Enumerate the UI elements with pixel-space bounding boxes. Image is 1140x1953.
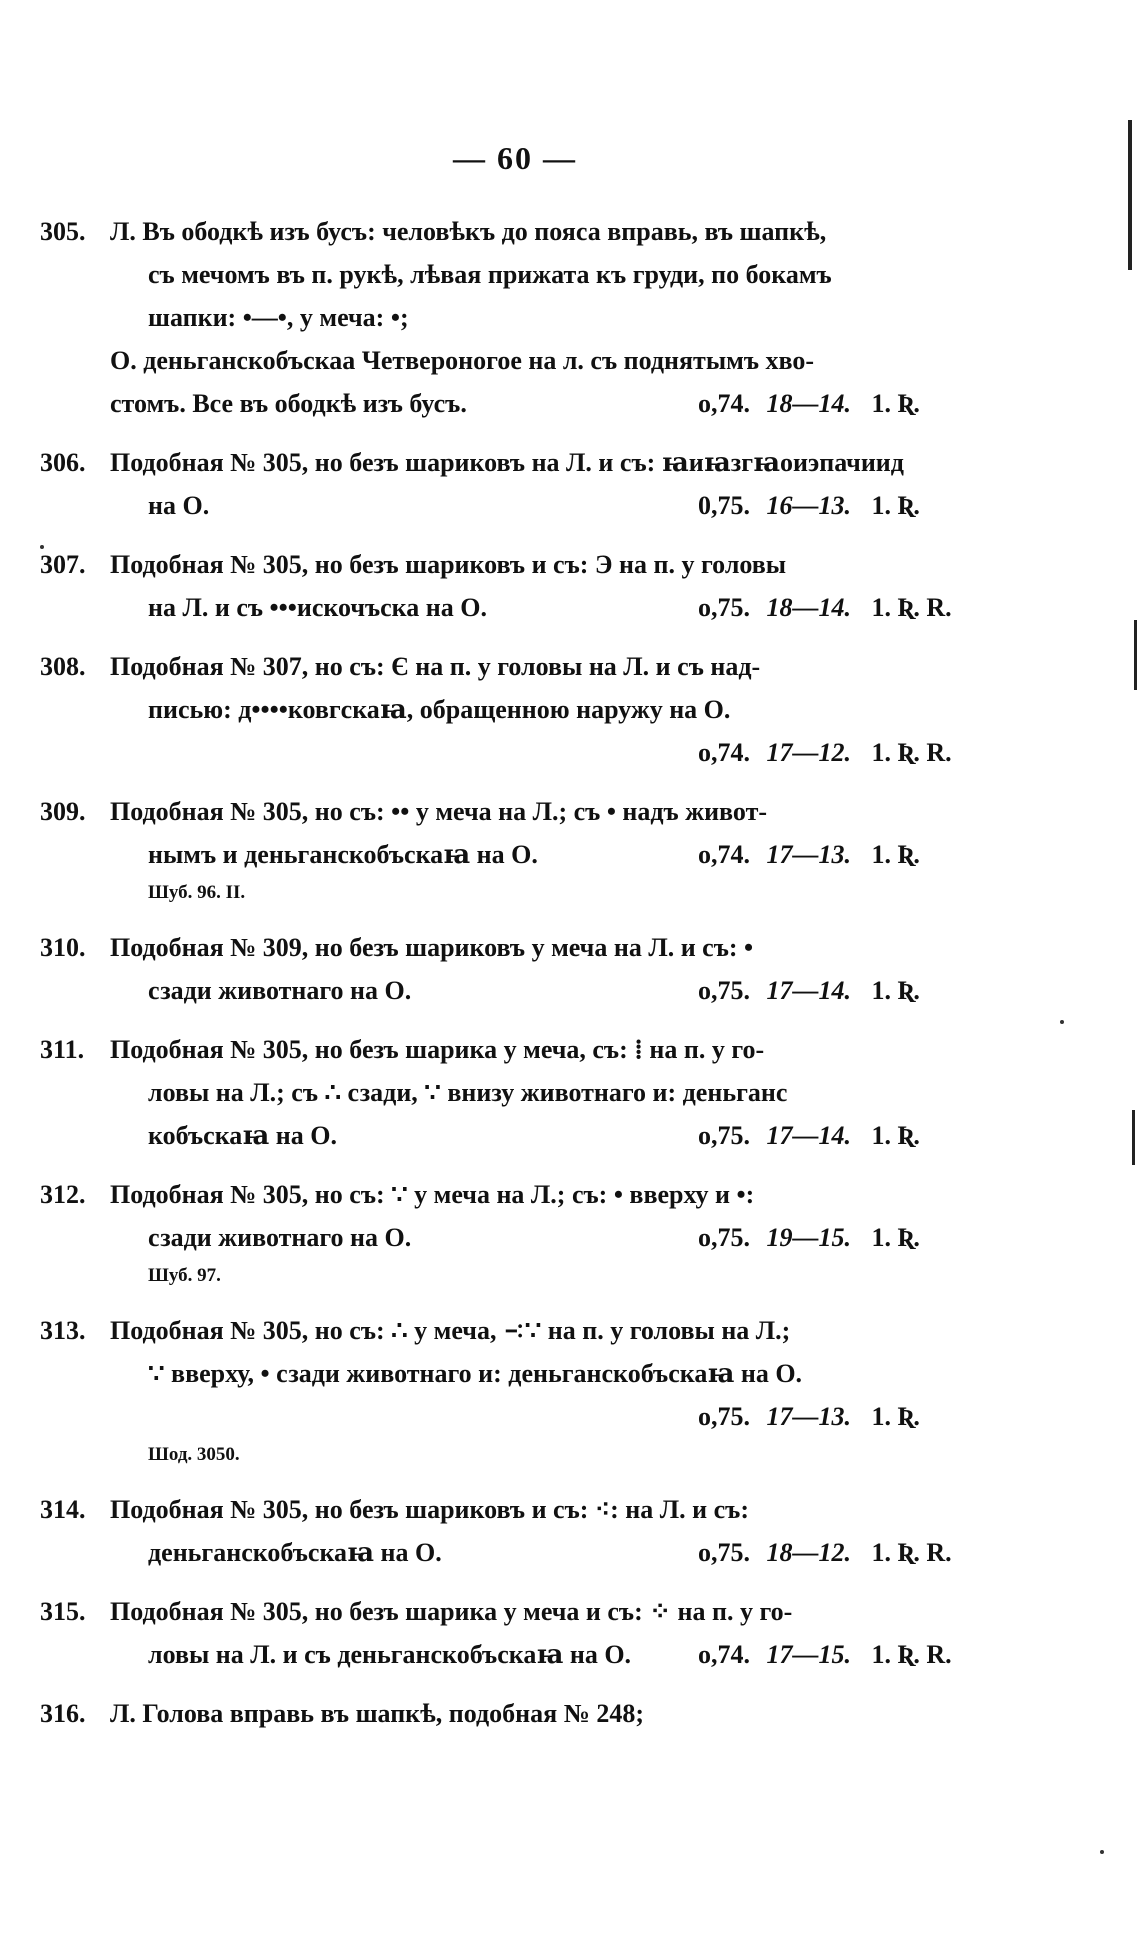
measure-grade: Ʀ. [897, 389, 920, 418]
measure-dims: 17—13. [766, 1402, 851, 1431]
entry-measurements [698, 382, 920, 425]
margin-rule [1134, 620, 1137, 690]
entry-number: 308. [40, 652, 86, 681]
catalog-entry [40, 645, 1020, 774]
measure-rarity: R. [926, 738, 952, 767]
entry-measurements [698, 1531, 952, 1574]
entry-measurements [698, 731, 952, 774]
entry-line [40, 688, 1020, 731]
measure-qty: 1. [871, 1640, 891, 1669]
measure-metal: о,75. [698, 1538, 750, 1567]
entry-measurements [698, 833, 920, 876]
catalog-entry [40, 1488, 1020, 1574]
entry-line [40, 441, 1020, 484]
entry-number: 311. [40, 1035, 85, 1064]
entry-text: шапки: •—•, у меча: •; [148, 303, 409, 332]
measure-grade: Ʀ. [897, 1402, 920, 1431]
entry-text: Подобная № 305, но съ: •• у меча на Л.; съ • надъ живот- [110, 797, 767, 826]
measure-dims: 19—15. [766, 1223, 851, 1252]
entry-line [40, 1114, 1020, 1157]
measure-rarity: R. [926, 1538, 952, 1567]
entry-measurements [698, 1114, 920, 1157]
entry-line [40, 1633, 1020, 1676]
entry-line [40, 296, 1020, 339]
entry-line [40, 1071, 1020, 1114]
entry-number: 309. [40, 797, 86, 826]
entry-number: 305. [40, 217, 86, 246]
entry-text: Подобная № 305, но съ: ∴ у меча, ∹∵ на п. у головы на Л.; [110, 1316, 791, 1345]
entry-line [40, 1531, 1020, 1574]
entry-line [40, 1309, 1020, 1352]
measure-qty: 1. [871, 840, 891, 869]
entry-line [40, 484, 1020, 527]
entry-line [40, 926, 1020, 969]
entry-text: на Л. и съ •••искочъска на О. [148, 593, 487, 622]
measure-qty: 1. [871, 1538, 891, 1567]
entry-text: сзади животнаго на О. [148, 1223, 412, 1252]
measure-metal: о,75. [698, 1223, 750, 1252]
measure-grade: Ʀ. [897, 976, 920, 1005]
measure-dims: 18—14. [766, 593, 851, 622]
entry-text: О. деньганскобъскаа Четвероногое на л. съ поднятымъ хво- [110, 346, 815, 375]
entry-text: Подобная № 307, но съ: Є на п. у головы на Л. и съ над- [110, 652, 761, 681]
measure-qty: 1. [871, 976, 891, 1005]
catalog-entry [40, 543, 1020, 629]
measure-qty: 1. [871, 738, 891, 767]
entry-line [40, 1488, 1020, 1531]
entry-line [40, 1352, 1020, 1395]
entry-text: на О. [148, 491, 210, 520]
entry-measurements [698, 484, 920, 527]
catalog-entry [40, 1028, 1020, 1157]
catalog-entry [40, 1692, 1020, 1735]
entry-text: Подобная № 305, но безъ шариковъ и съ: ⁖: на Л. и съ: [110, 1495, 749, 1524]
margin-rule [1128, 120, 1132, 270]
entry-line [40, 1395, 1020, 1438]
measure-metal: о,74. [698, 389, 750, 418]
measure-metal: о,74. [698, 738, 750, 767]
catalog-entry [40, 1590, 1020, 1676]
measure-qty: 1. [871, 1223, 891, 1252]
entry-text: ∵ вверху, • сзади животнаго и: деньганскобъскаꙗ на О. [148, 1359, 803, 1388]
measure-dims: 17—12. [766, 738, 851, 767]
measure-dims: 18—14. [766, 389, 851, 418]
measure-metal: о,75. [698, 1402, 750, 1431]
measure-dims: 17—14. [766, 1121, 851, 1150]
entry-reference: Шод. 3050. [148, 1444, 240, 1465]
measure-metal: о,75. [698, 1121, 750, 1150]
catalog-entry [40, 210, 1020, 425]
entry-text: нымъ и деньганскобъскаꙗ на О. [148, 840, 538, 869]
entry-text: съ мечомъ въ п. рукѣ, лѣвая прижата къ груди, по бокамъ [148, 260, 832, 289]
entry-measurements [698, 1395, 920, 1438]
entry-text: Подобная № 305, но съ: ∵ у меча на Л.; съ: • вверху и •: [110, 1180, 755, 1209]
entry-text: Л. Въ ободкѣ изъ бусъ: человѣкъ до пояса вправь, въ шапкѣ, [110, 217, 827, 246]
measure-grade: Ʀ. [897, 1121, 920, 1150]
catalog-entry [40, 790, 1020, 910]
entry-line [40, 790, 1020, 833]
entry-obverse-line [40, 339, 1020, 382]
measure-metal: о,74. [698, 1640, 750, 1669]
entry-line [40, 645, 1020, 688]
entry-line [40, 1216, 1020, 1259]
entry-number: 307. [40, 550, 86, 579]
entry-line [40, 1590, 1020, 1633]
measure-metal: о,75. [698, 593, 750, 622]
catalog-entry [40, 1173, 1020, 1293]
catalog-entry [40, 926, 1020, 1012]
measure-qty: 1. [871, 389, 891, 418]
measure-grade: Ʀ. [897, 593, 920, 622]
entry-text: Подобная № 309, но безъ шариковъ у меча на Л. и съ: • [110, 933, 754, 962]
scan-speck [1060, 1020, 1064, 1024]
measure-grade: Ʀ. [897, 738, 920, 767]
entry-line [40, 210, 1020, 253]
entry-line [40, 543, 1020, 586]
measure-dims: 16—13. [766, 491, 851, 520]
entry-reference: Шуб. 96. II. [148, 882, 246, 903]
entry-text: ловы на Л.; съ ∴ сзади, ∵ внизу животнаго и: деньганс [148, 1078, 788, 1107]
entry-text: сзади животнаго на О. [148, 976, 412, 1005]
entry-text: деньганскобъскаꙗ на О. [148, 1538, 442, 1567]
entry-text: стомъ. Все въ ободкѣ изъ бусъ. [110, 389, 467, 418]
measure-grade: Ʀ. [897, 491, 920, 520]
measure-rarity: R. [926, 1640, 952, 1669]
measure-dims: 17—15. [766, 1640, 851, 1669]
entry-number: 310. [40, 933, 86, 962]
entry-line [40, 969, 1020, 1012]
catalog-entry [40, 441, 1020, 527]
measure-grade: Ʀ. [897, 840, 920, 869]
entry-line [40, 253, 1020, 296]
entry-line [40, 731, 1020, 774]
entry-line [40, 1028, 1020, 1071]
entry-reference: Шуб. 97. [148, 1265, 221, 1286]
measure-grade: Ʀ. [897, 1640, 920, 1669]
entry-number: 312. [40, 1180, 86, 1209]
entry-measurements [698, 969, 920, 1012]
margin-rule [1132, 1110, 1135, 1165]
measure-grade: Ʀ. [897, 1223, 920, 1252]
entry-measurements [698, 1216, 920, 1259]
entry-number: 314. [40, 1495, 86, 1524]
measure-dims: 18—12. [766, 1538, 851, 1567]
entry-line [40, 1692, 1020, 1735]
entry-measurements [698, 586, 952, 629]
measure-qty: 1. [871, 1121, 891, 1150]
entry-number: 315. [40, 1597, 86, 1626]
measure-metal: 0,75. [698, 491, 750, 520]
entry-line [40, 833, 1020, 876]
scan-speck [1100, 1850, 1104, 1854]
page-number: — 60 — [453, 140, 577, 176]
measure-metal: о,75. [698, 976, 750, 1005]
entry-line [40, 1173, 1020, 1216]
measure-dims: 17—13. [766, 840, 851, 869]
entry-obverse-line [40, 382, 1020, 425]
entry-text: писью: д••••ковгскаꙗ, обращенною наружу на О. [148, 695, 731, 724]
catalog-entry [40, 1309, 1020, 1472]
entry-number: 313. [40, 1316, 86, 1345]
measure-qty: 1. [871, 1402, 891, 1431]
catalog-entries [40, 210, 1020, 1751]
entry-number: 306. [40, 448, 86, 477]
entry-text: Подобная № 305, но безъ шариковъ и съ: Э на п. у головы [110, 550, 787, 579]
entry-number: 316. [40, 1699, 86, 1728]
measure-dims: 17—14. [766, 976, 851, 1005]
measure-grade: Ʀ. [897, 1538, 920, 1567]
entry-text: Подобная № 305, но безъ шарика у меча и съ: ⁘ на п. у го- [110, 1597, 793, 1626]
entry-text: Подобная № 305, но безъ шариковъ на Л. и съ: ꙗиꙗзгꙗоиэпачиид [110, 448, 904, 477]
measure-qty: 1. [871, 491, 891, 520]
entry-text: кобъскаꙗ на О. [148, 1121, 337, 1150]
measure-rarity: R. [926, 593, 952, 622]
measure-metal: о,74. [698, 840, 750, 869]
measure-qty: 1. [871, 593, 891, 622]
entry-text: ловы на Л. и съ деньганскобъскаꙗ на О. [148, 1640, 632, 1669]
scan-speck [40, 545, 44, 549]
entry-text: Л. Голова вправь въ шапкѣ, подобная № 248; [110, 1699, 644, 1728]
entry-measurements [698, 1633, 952, 1676]
entry-line [40, 586, 1020, 629]
entry-text: Подобная № 305, но безъ шарика у меча, съ: ⁞ на п. у го- [110, 1035, 765, 1064]
